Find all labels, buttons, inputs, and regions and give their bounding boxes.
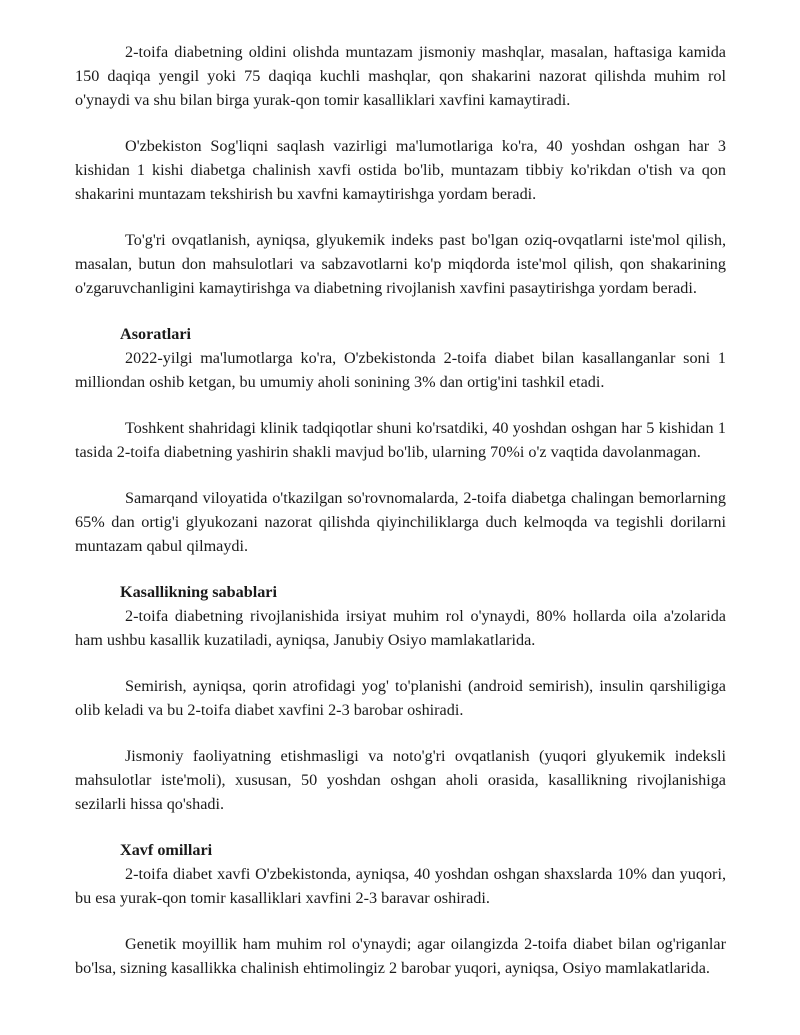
- paragraph: To'g'ri ovqatlanish, ayniqsa, glyukemik indeks past bo'lgan oziq-ovqatlarni iste'mol qilish, masalan, butun don mahsulotlari va sabzavotlarni ko'p miqdorda iste'mol qilish, qon shakarining o'zgaruvchanligini kamaytirishga va diabetning rivojlanish xavfini pasaytirishga yordam beradi.: [75, 231, 726, 297]
- document-page: [75, 40, 726, 1002]
- paragraph: Toshkent shahridagi klinik tadqiqotlar shuni ko'rsatdiki, 40 yoshdan oshgan har 5 kishidan 1 tasida 2-toifa diabetning yashirin shakli mavjud bo'lib, ularning 70%i o'z vaqtida davolanmagan.: [75, 419, 726, 461]
- paragraph: O'zbekiston Sog'liqni saqlash vazirligi ma'lumotlariga ko'ra, 40 yoshdan oshgan har 3 kishidan 1 kishi diabetga chalinish xavfi ostida bo'lib, muntazam tibbiy ko'rikdan o'tish va qon shakarini muntazam tekshirish bu xavfni kamaytirishga yordam beradi.: [75, 137, 726, 203]
- paragraph: Jismoniy faoliyatning etishmasligi va noto'g'ri ovqatlanish (yuqori glyukemik indeksli mahsulotlar iste'moli), xususan, 50 yoshdan oshgan aholi orasida, kasallikning rivojlanishiga sezilarli hissa qo'shadi.: [75, 747, 726, 813]
- paragraph: Samarqand viloyatida o'tkazilgan so'rovnomalarda, 2-toifa diabetga chalingan bemorlarning 65% dan ortig'i glyukozani nazorat qilishda qiyinchiliklarga duch kelmoqda va tegishli dorilarni muntazam qabul qilmaydi.: [75, 489, 726, 555]
- section-heading-kasallikning-sabablari: Kasallikning sabablari: [120, 583, 277, 601]
- paragraph: 2-toifa diabetning oldini olishda muntazam jismoniy mashqlar, masalan, haftasiga kamida 150 daqiqa yengil yoki 75 daqiqa kuchli mashqlar, qon shakarini nazorat qilishda muhim rol o'ynaydi va shu bilan birga yurak-qon tomir kasalliklari xavfini kamaytiradi.: [75, 43, 726, 109]
- paragraph: Semirish, ayniqsa, qorin atrofidagi yog' to'planishi (android semirish), insulin qarshiligiga olib keladi va bu 2-toifa diabet xavfini 2-3 barobar oshiradi.: [75, 677, 726, 719]
- section-heading-asoratlari: Asoratlari: [120, 325, 192, 343]
- paragraph: 2-toifa diabetning rivojlanishida irsiyat muhim rol o'ynaydi, 80% hollarda oila a'zolarida ham ushbu kasallik kuzatiladi, ayniqsa, Janubiy Osiyo mamlakatlarida.: [75, 607, 726, 649]
- paragraph: 2-toifa diabet xavfi O'zbekistonda, ayniqsa, 40 yoshdan oshgan shaxslarda 10% dan yuqori, bu esa yurak-qon tomir kasalliklari xavfini 2-3 baravar oshiradi.: [75, 865, 726, 907]
- section-heading-xavf-omillari: Xavf omillari: [120, 841, 213, 859]
- paragraph: Genetik moyillik ham muhim rol o'ynaydi; agar oilangizda 2-toifa diabet bilan og'riganlar bo'lsa, sizning kasallikka chalinish ehtimolingiz 2 barobar yuqori, ayniqsa, Osiyo mamlakatlarida.: [75, 935, 726, 977]
- paragraph: 2022-yilgi ma'lumotlarga ko'ra, O'zbekistonda 2-toifa diabet bilan kasallanganlar soni 1 milliondan oshib ketgan, bu umumiy aholi sonining 3% dan ortig'ini tashkil etadi.: [75, 349, 726, 391]
